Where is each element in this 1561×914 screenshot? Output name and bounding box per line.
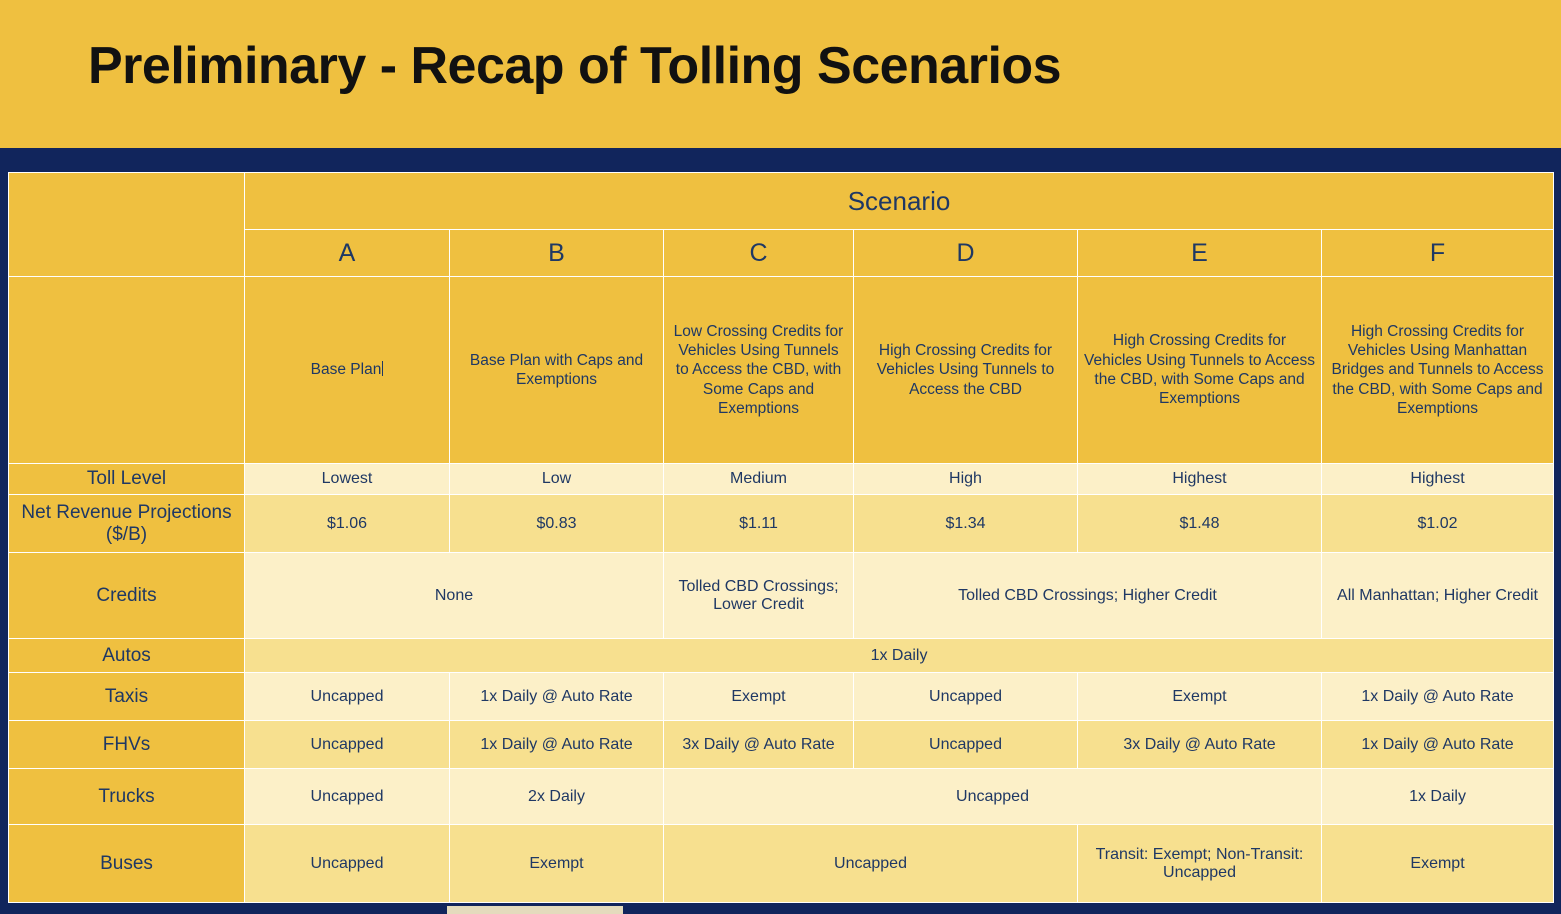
table-corner-blank: [9, 173, 245, 277]
row-label-taxis: Taxis: [9, 673, 245, 721]
table-row-net-revenue: [9, 495, 1554, 553]
fhvs-e: 3x Daily @ Auto Rate: [1078, 721, 1322, 769]
scenario-letter-c: C: [664, 230, 854, 277]
taxis-b: 1x Daily @ Auto Rate: [450, 673, 664, 721]
toll-level-f: Highest: [1322, 464, 1554, 495]
row-label-autos: Autos: [9, 639, 245, 673]
scenario-description-c: Low Crossing Credits for Vehicles Using Tunnels to Access the CBD, with Some Caps and Exemptions: [664, 277, 854, 464]
row-label-buses: Buses: [9, 825, 245, 903]
trucks-f: 1x Daily: [1322, 769, 1554, 825]
scenario-description-a: [245, 277, 450, 464]
fhvs-b: 1x Daily @ Auto Rate: [450, 721, 664, 769]
net-revenue-e: $1.48: [1078, 495, 1322, 553]
scenario-letter-d: D: [854, 230, 1078, 277]
fhvs-f: 1x Daily @ Auto Rate: [1322, 721, 1554, 769]
page-title: Preliminary - Recap of Tolling Scenarios: [88, 37, 1062, 95]
scenario-description-a-text: Base Plan: [310, 361, 382, 379]
trucks-cde: Uncapped: [664, 769, 1322, 825]
table-row-trucks: [9, 769, 1554, 825]
table-row-taxis: [9, 673, 1554, 721]
row-label-toll-level: Toll Level: [9, 464, 245, 495]
credits-ab: None: [245, 553, 664, 639]
bottom-strip: [0, 904, 1561, 914]
taxis-a: Uncapped: [245, 673, 450, 721]
buses-f: Exempt: [1322, 825, 1554, 903]
autos-all: 1x Daily: [245, 639, 1554, 673]
scenario-letter-f: F: [1322, 230, 1554, 277]
fhvs-d: Uncapped: [854, 721, 1078, 769]
net-revenue-d: $1.34: [854, 495, 1078, 553]
net-revenue-b: $0.83: [450, 495, 664, 553]
tolling-scenarios-table: [8, 172, 1554, 903]
credits-c: Tolled CBD Crossings; Lower Credit: [664, 553, 854, 639]
trucks-a: Uncapped: [245, 769, 450, 825]
credits-f: All Manhattan; Higher Credit: [1322, 553, 1554, 639]
scenario-group-header: Scenario: [245, 173, 1554, 230]
buses-a: Uncapped: [245, 825, 450, 903]
scenario-letter-e: E: [1078, 230, 1322, 277]
toll-level-a: Lowest: [245, 464, 450, 495]
net-revenue-f: $1.02: [1322, 495, 1554, 553]
buses-e: Transit: Exempt; Non-Transit: Uncapped: [1078, 825, 1322, 903]
table-row-credits: [9, 553, 1554, 639]
table-row-scenario-group: [9, 173, 1554, 230]
table-row-fhvs: [9, 721, 1554, 769]
row-label-fhvs: FHVs: [9, 721, 245, 769]
toll-level-b: Low: [450, 464, 664, 495]
buses-cd: Uncapped: [664, 825, 1078, 903]
row-label-credits: Credits: [9, 553, 245, 639]
taxis-d: Uncapped: [854, 673, 1078, 721]
row-label-trucks: Trucks: [9, 769, 245, 825]
toll-level-d: High: [854, 464, 1078, 495]
table-row-buses: [9, 825, 1554, 903]
bottom-edge-mark: [447, 906, 623, 914]
scenario-description-d: High Crossing Credits for Vehicles Using Tunnels to Access the CBD: [854, 277, 1078, 464]
scenario-letter-b: B: [450, 230, 664, 277]
taxis-f: 1x Daily @ Auto Rate: [1322, 673, 1554, 721]
net-revenue-a: $1.06: [245, 495, 450, 553]
description-row-blank: [9, 277, 245, 464]
scenario-description-e: High Crossing Credits for Vehicles Using Tunnels to Access the CBD, with Some Caps and Exemptions: [1078, 277, 1322, 464]
trucks-b: 2x Daily: [450, 769, 664, 825]
row-label-net-revenue: Net Revenue Projections ($/B): [9, 495, 245, 553]
toll-level-e: Highest: [1078, 464, 1322, 495]
scenario-description-b: Base Plan with Caps and Exemptions: [450, 277, 664, 464]
credits-de: Tolled CBD Crossings; Higher Credit: [854, 553, 1322, 639]
text-cursor: [382, 361, 383, 376]
toll-level-c: Medium: [664, 464, 854, 495]
buses-b: Exempt: [450, 825, 664, 903]
table-row-toll-level: [9, 464, 1554, 495]
net-revenue-c: $1.11: [664, 495, 854, 553]
fhvs-a: Uncapped: [245, 721, 450, 769]
taxis-c: Exempt: [664, 673, 854, 721]
scenario-description-f: High Crossing Credits for Vehicles Using Manhattan Bridges and Tunnels to Access the CBD, with Some Caps and Exemptions: [1322, 277, 1554, 464]
scenarios-table-container: [8, 172, 1553, 903]
table-row-scenario-descriptions: [9, 277, 1554, 464]
taxis-e: Exempt: [1078, 673, 1322, 721]
table-row-autos: [9, 639, 1554, 673]
fhvs-c: 3x Daily @ Auto Rate: [664, 721, 854, 769]
title-band: [0, 0, 1561, 148]
scenario-letter-a: A: [245, 230, 450, 277]
